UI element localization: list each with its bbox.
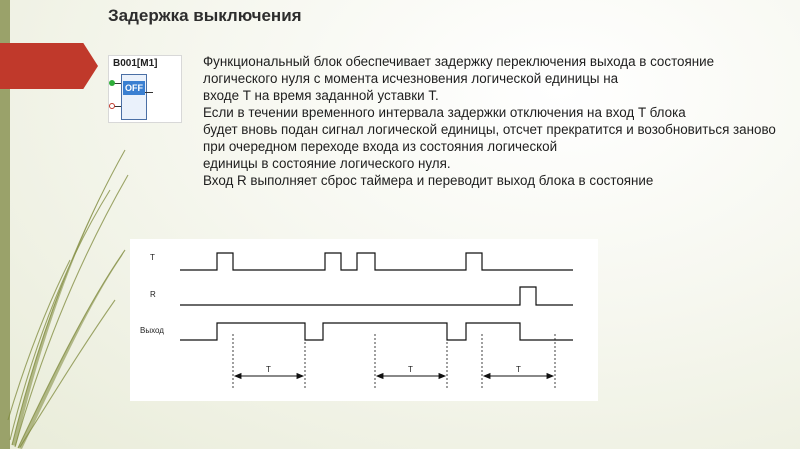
signal-label-t: T: [150, 253, 155, 262]
input-inverted-dot-icon: [109, 103, 115, 109]
paragraph: будет вновь подан сигнал логической единицы, отсчет прекратится и возобновиться заново при очередном переходе входа из состояния логической: [203, 122, 776, 154]
function-block-label: B001[M1]: [113, 58, 158, 69]
timing-diagram-svg: [130, 239, 598, 401]
paragraph: Функциональный блок обеспечивает задержку переключения выхода в состояние логического нуля с момента исчезновения логической единицы на: [203, 54, 715, 86]
timing-diagram: [130, 239, 598, 401]
function-block-body: [121, 74, 147, 120]
paragraph: Если в течении временного интервала задержки отключения на вход T блока: [203, 105, 686, 120]
signal-label-output: Выход: [140, 326, 164, 335]
block-output-pin: [145, 92, 153, 93]
time-markers: [233, 334, 555, 389]
paragraph: Вход R выполняет сброс таймера и переводит выход блока в состояние: [203, 173, 654, 188]
slide-title: Задержка выключения: [108, 6, 302, 25]
interval-label: T: [266, 365, 271, 374]
title-accent-arrow: [0, 43, 98, 89]
interval-label: T: [516, 365, 521, 374]
paragraph: входе T на время заданной уставки T.: [203, 88, 439, 103]
interval-arrows: [235, 374, 553, 379]
paragraph: единицы в состояние логического нуля.: [203, 156, 451, 171]
off-delay-badge: OFF: [125, 83, 143, 93]
interval-label: T: [408, 365, 413, 374]
description-text: [203, 53, 788, 245]
signal-label-r: R: [150, 290, 156, 299]
input-active-dot-icon: [109, 80, 115, 86]
waveform-output: [180, 323, 573, 340]
waveform-t: [180, 253, 573, 270]
waveform-r: [180, 287, 573, 305]
function-block-icon: [108, 55, 182, 123]
